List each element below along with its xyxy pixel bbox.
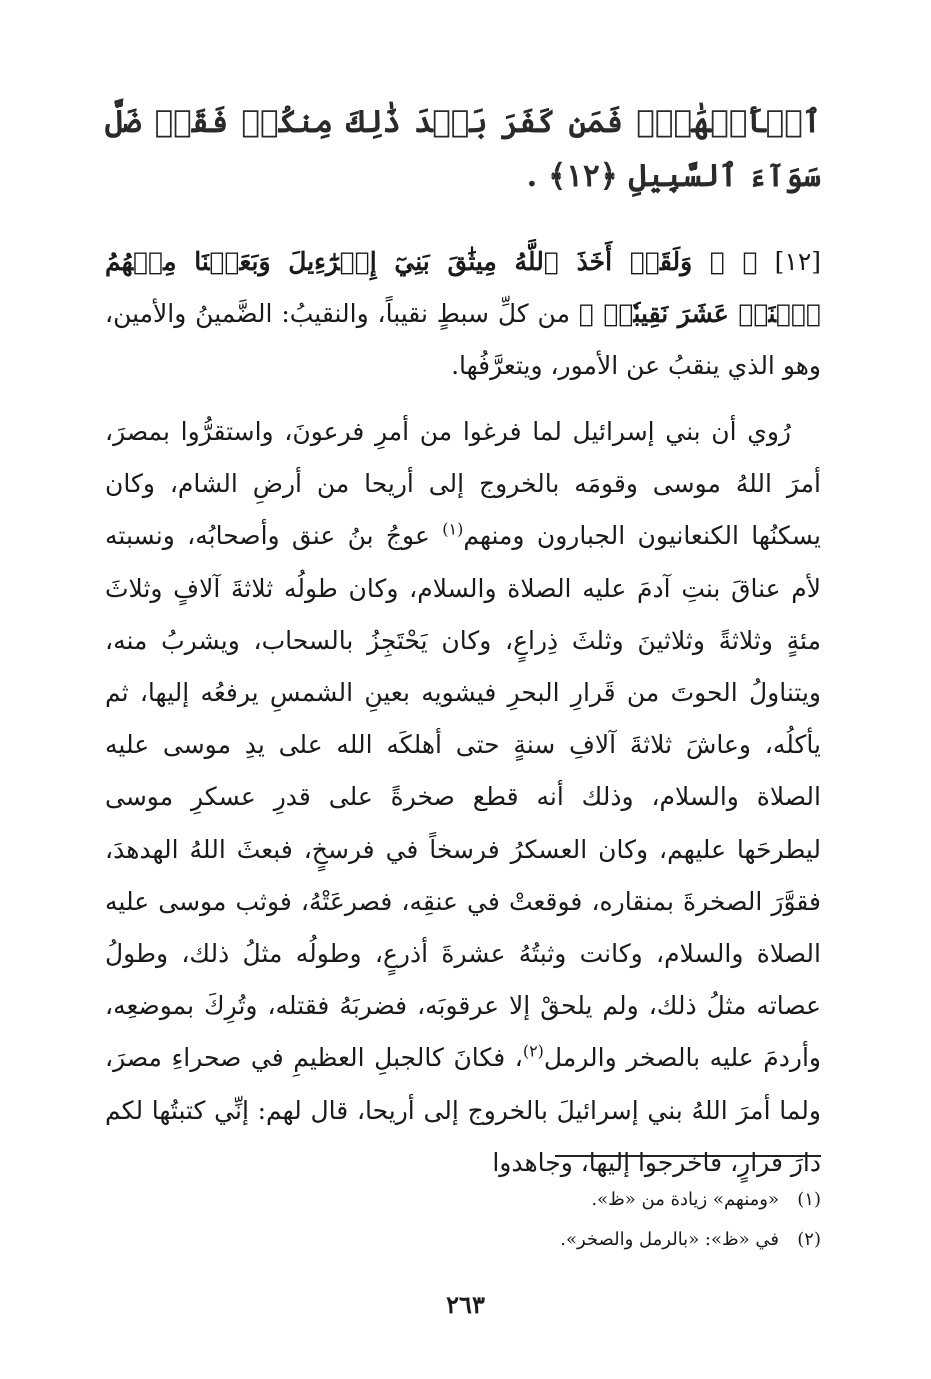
footnote-text: «ومنهم» زيادة من «ظ». xyxy=(591,1189,779,1210)
footnote-ref-2[interactable]: (٢) xyxy=(522,1042,544,1062)
quran-verse-text: ٱلۡأَنۡهَٰرُۚ فَمَن كَفَرَ بَعۡدَ ذَٰلِكَ مِنكُمۡ فَقَدۡ ضَلَّ سَوَآءَ ٱلسَّبِيلِ ﴿١٢﴾ . xyxy=(105,104,821,194)
quran-quote: ﴿ ۞ وَلَقَدۡ أَخَذَ ٱللَّهُ مِيثَٰقَ بَنِيٓ إِسۡرَٰٓءِيلَ وَبَعَثۡنَا مِنۡهُمُ ٱثۡنَيۡ عَشَرَ نَقِيبٗاۖ ﴾ xyxy=(105,247,821,328)
footnote-1 xyxy=(105,1180,821,1220)
body-text-part-2: عوجُ بنُ عنق وأصحابُه، ونسبته لأم عناقَ بنتِ آدمَ عليه الصلاة والسلام، وكان طولُه ثلاثةَ آلافٍ وثلاثَ مئةٍ وثلاثةً وثلاثينَ وثلثَ ذِراعٍ، وكان يَحْتَجِزُ بالسحاب، ويشربُ منه، ويتناولُ الحوتَ من قَرارِ البحرِ فيشويه بعينِ الشمسِ يرفعُه إليها، ثم يأكلُه، وعاشَ ثلاثةَ آلافِ سنةٍ حتى أهلكَه الله على يدِ موسى عليه الصلاة والسلام، وذلك أنه قطع صخرةً على قدرِ عسكرِ موسى ليطرحَها عليهم، وكان العسكرُ فرسخاً في فرسخٍ، فبعثَ اللهُ الهدهدَ، فقوَّرَ الصخرةَ بمنقاره، فوقعتْ في عنقِه، فصرعَتْهُ، فوثب موسى عليه الصلاة والسلام، وكانت وثبتُهُ عشرةَ أذرعٍ، وطولُه مثلُ ذلك، وطولُ عصاته مثلُ ذلك، ولم يلحقْ إلا عرقوبَه، فضربَهُ فقتله، وتُرِكَ بموضعِه، وأردمَ عليه بالصخر والرمل xyxy=(105,521,821,1073)
footnote-number: (١) xyxy=(797,1189,821,1210)
body-text-part-1: رُوي أن بني إسرائيل لما فرغوا من أمرِ فرعونَ، واستقرُّوا بمصرَ، أمرَ اللهُ موسى وقومَه بالخروج إلى أريحا من أرضِ الشام، وكان يسكنُها الكنعانيون الجبارون ومنهم xyxy=(105,417,822,551)
footnote-text: في «ظ»: «بالرمل والصخر». xyxy=(560,1229,779,1250)
commentary-verse-12 xyxy=(105,236,821,392)
commentary-text: من كلِّ سبطٍ نقيباً، والنقيبُ: الضَّمينُ والأمين، وهو الذي ينقبُ عن الأمور، ويتعرَّفُها. xyxy=(105,299,821,380)
footnotes xyxy=(105,1180,821,1260)
footnote-divider xyxy=(555,1155,821,1157)
commentary-number: [١٢] xyxy=(774,247,822,276)
body-paragraph xyxy=(105,406,821,1189)
footnote-number: (٢) xyxy=(797,1229,821,1250)
footnote-2 xyxy=(105,1220,821,1260)
quran-verse-top xyxy=(105,95,821,203)
page-number: ٢٦٣ xyxy=(446,1290,485,1319)
footnote-ref-1[interactable]: (١) xyxy=(442,520,464,540)
body-text-part-3: ، فكانَ كالجبلِ العظيمِ في صحراءِ مصرَ، ولما أمرَ اللهُ بني إسرائيلَ بالخروج إلى أريحا، قال لهم: إنِّي كتبتُها لكم دارَ قرارٍ، فاخرجوا إليها، وجاهدوا xyxy=(105,1043,821,1177)
